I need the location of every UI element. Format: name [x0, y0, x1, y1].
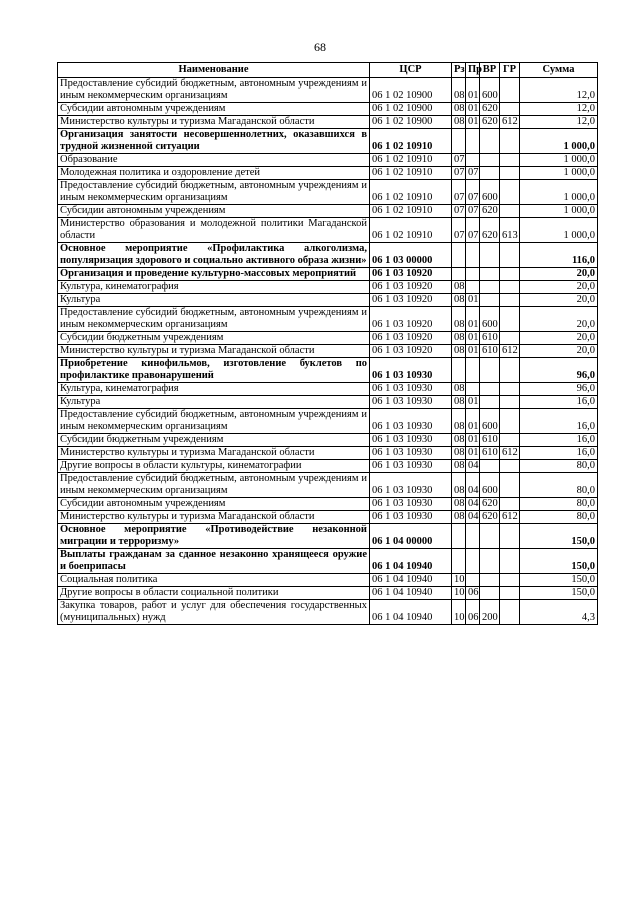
- cell-gr: [500, 180, 520, 205]
- table-row: [58, 434, 598, 447]
- cell-name: Закупка товаров, работ и услуг для обеспечения государственных (муниципальных) нужд: [58, 600, 370, 625]
- cell-rz: 07: [452, 218, 466, 243]
- cell-rz: 10: [452, 574, 466, 587]
- cell-gr: [500, 243, 520, 268]
- table-row: [58, 167, 598, 180]
- cell-vr: 610: [480, 447, 500, 460]
- cell-rz: 07: [452, 180, 466, 205]
- cell-gr: [500, 281, 520, 294]
- cell-vr: [480, 396, 500, 409]
- budget-table: [57, 62, 598, 625]
- cell-gr: [500, 154, 520, 167]
- cell-rz: 08: [452, 345, 466, 358]
- cell-csr: 06 1 03 10930: [370, 511, 452, 524]
- cell-sum: 20,0: [520, 345, 598, 358]
- cell-pr: 07: [466, 205, 480, 218]
- table-row: [58, 307, 598, 332]
- cell-pr: 07: [466, 167, 480, 180]
- cell-sum: 1 000,0: [520, 218, 598, 243]
- table-row: [58, 396, 598, 409]
- cell-vr: [480, 154, 500, 167]
- cell-pr: [466, 383, 480, 396]
- cell-vr: 620: [480, 498, 500, 511]
- cell-rz: 08: [452, 447, 466, 460]
- cell-name: Министерство образования и молодежной политики Магаданской области: [58, 218, 370, 243]
- cell-csr: 06 1 02 10910: [370, 218, 452, 243]
- cell-pr: 01: [466, 409, 480, 434]
- cell-rz: 08: [452, 383, 466, 396]
- table-row: [58, 574, 598, 587]
- cell-rz: 08: [452, 511, 466, 524]
- cell-csr: 06 1 03 10920: [370, 332, 452, 345]
- cell-csr: 06 1 03 10930: [370, 447, 452, 460]
- cell-vr: [480, 549, 500, 574]
- cell-vr: 620: [480, 511, 500, 524]
- cell-name: Основное мероприятие «Противодействие незаконной миграции и терроризму»: [58, 524, 370, 549]
- cell-name: Субсидии бюджетным учреждениям: [58, 434, 370, 447]
- cell-csr: 06 1 03 10920: [370, 268, 452, 281]
- cell-sum: 116,0: [520, 243, 598, 268]
- cell-rz: 08: [452, 307, 466, 332]
- cell-vr: [480, 268, 500, 281]
- cell-vr: [480, 460, 500, 473]
- cell-vr: 600: [480, 307, 500, 332]
- cell-gr: 613: [500, 218, 520, 243]
- cell-vr: [480, 294, 500, 307]
- cell-sum: 80,0: [520, 498, 598, 511]
- cell-sum: 96,0: [520, 358, 598, 383]
- cell-csr: 06 1 03 10930: [370, 434, 452, 447]
- cell-rz: 08: [452, 281, 466, 294]
- cell-gr: [500, 473, 520, 498]
- cell-pr: [466, 281, 480, 294]
- table-row: [58, 116, 598, 129]
- cell-vr: 600: [480, 409, 500, 434]
- cell-name: Культура, кинематография: [58, 383, 370, 396]
- cell-gr: [500, 332, 520, 345]
- cell-gr: [500, 307, 520, 332]
- cell-vr: [480, 524, 500, 549]
- cell-gr: [500, 549, 520, 574]
- cell-gr: [500, 498, 520, 511]
- cell-sum: 1 000,0: [520, 205, 598, 218]
- cell-name: Предоставление субсидий бюджетным, автономным учреждениям и иным некоммерческим организациям: [58, 180, 370, 205]
- cell-name: Молодежная политика и оздоровление детей: [58, 167, 370, 180]
- cell-name: Министерство культуры и туризма Магаданской области: [58, 345, 370, 358]
- cell-name: Другие вопросы в области культуры, кинематографии: [58, 460, 370, 473]
- table-body: [58, 78, 598, 625]
- page-number: 68: [314, 40, 326, 54]
- table-row: [58, 281, 598, 294]
- cell-gr: [500, 358, 520, 383]
- cell-vr: 610: [480, 332, 500, 345]
- cell-vr: 620: [480, 103, 500, 116]
- cell-pr: [466, 574, 480, 587]
- header-gr: ГР: [500, 63, 520, 78]
- cell-csr: 06 1 03 10930: [370, 383, 452, 396]
- cell-gr: [500, 294, 520, 307]
- cell-pr: 01: [466, 396, 480, 409]
- cell-csr: 06 1 02 10910: [370, 154, 452, 167]
- cell-sum: 20,0: [520, 294, 598, 307]
- cell-vr: 620: [480, 116, 500, 129]
- cell-pr: 01: [466, 345, 480, 358]
- cell-gr: [500, 600, 520, 625]
- cell-pr: [466, 243, 480, 268]
- cell-csr: 06 1 03 10920: [370, 307, 452, 332]
- cell-pr: 01: [466, 434, 480, 447]
- cell-sum: 16,0: [520, 447, 598, 460]
- cell-gr: [500, 205, 520, 218]
- cell-sum: 80,0: [520, 511, 598, 524]
- cell-gr: 612: [500, 345, 520, 358]
- cell-csr: 06 1 04 10940: [370, 587, 452, 600]
- cell-sum: 80,0: [520, 460, 598, 473]
- table-row: [58, 511, 598, 524]
- cell-name: Субсидии автономным учреждениям: [58, 498, 370, 511]
- cell-rz: 07: [452, 154, 466, 167]
- cell-sum: 4,3: [520, 600, 598, 625]
- cell-sum: 150,0: [520, 524, 598, 549]
- cell-vr: [480, 587, 500, 600]
- header-sum: Сумма: [520, 63, 598, 78]
- cell-vr: 610: [480, 434, 500, 447]
- cell-rz: 08: [452, 78, 466, 103]
- cell-pr: 01: [466, 294, 480, 307]
- cell-gr: [500, 574, 520, 587]
- cell-name: Предоставление субсидий бюджетным, автономным учреждениям и иным некоммерческим организациям: [58, 78, 370, 103]
- cell-sum: 1 000,0: [520, 129, 598, 154]
- cell-sum: 1 000,0: [520, 167, 598, 180]
- cell-name: Основное мероприятие «Профилактика алкоголизма, популяризация здорового и социально активного образа жизни»: [58, 243, 370, 268]
- cell-name: Предоставление субсидий бюджетным, автономным учреждениям и иным некоммерческим организациям: [58, 409, 370, 434]
- cell-name: Министерство культуры и туризма Магаданской области: [58, 116, 370, 129]
- cell-vr: 600: [480, 180, 500, 205]
- cell-csr: 06 1 02 10900: [370, 116, 452, 129]
- table-row: [58, 345, 598, 358]
- cell-pr: [466, 549, 480, 574]
- cell-gr: 612: [500, 511, 520, 524]
- table-row: [58, 600, 598, 625]
- cell-name: Культура, кинематография: [58, 281, 370, 294]
- cell-vr: 620: [480, 218, 500, 243]
- cell-csr: 06 1 03 10920: [370, 345, 452, 358]
- cell-sum: 16,0: [520, 409, 598, 434]
- cell-gr: 612: [500, 447, 520, 460]
- cell-gr: [500, 460, 520, 473]
- cell-csr: 06 1 03 10930: [370, 498, 452, 511]
- cell-gr: [500, 167, 520, 180]
- cell-sum: 80,0: [520, 473, 598, 498]
- cell-name: Субсидии автономным учреждениям: [58, 205, 370, 218]
- table-row: [58, 332, 598, 345]
- table-row: [58, 498, 598, 511]
- cell-name: Организация и проведение культурно-массовых мероприятий: [58, 268, 370, 281]
- cell-sum: 12,0: [520, 103, 598, 116]
- table-row: [58, 409, 598, 434]
- cell-pr: 07: [466, 180, 480, 205]
- cell-vr: [480, 383, 500, 396]
- table-row: [58, 129, 598, 154]
- cell-rz: [452, 268, 466, 281]
- cell-pr: 01: [466, 103, 480, 116]
- table-row: [58, 447, 598, 460]
- cell-sum: 12,0: [520, 116, 598, 129]
- cell-rz: [452, 549, 466, 574]
- cell-sum: 20,0: [520, 307, 598, 332]
- cell-rz: 08: [452, 332, 466, 345]
- cell-name: Предоставление субсидий бюджетным, автономным учреждениям и иным некоммерческим организациям: [58, 473, 370, 498]
- cell-name: Предоставление субсидий бюджетным, автономным учреждениям и иным некоммерческим организациям: [58, 307, 370, 332]
- header-csr: ЦСР: [370, 63, 452, 78]
- cell-name: Министерство культуры и туризма Магаданской области: [58, 511, 370, 524]
- header-pr: Пр: [466, 63, 480, 78]
- cell-name: Образование: [58, 154, 370, 167]
- cell-name: Другие вопросы в области социальной политики: [58, 587, 370, 600]
- cell-vr: 200: [480, 600, 500, 625]
- cell-pr: 04: [466, 498, 480, 511]
- cell-vr: [480, 574, 500, 587]
- cell-rz: 08: [452, 434, 466, 447]
- cell-pr: 01: [466, 78, 480, 103]
- cell-rz: 07: [452, 167, 466, 180]
- cell-vr: 600: [480, 78, 500, 103]
- cell-gr: [500, 78, 520, 103]
- cell-name: Социальная политика: [58, 574, 370, 587]
- table-row: [58, 524, 598, 549]
- cell-pr: 04: [466, 460, 480, 473]
- cell-gr: [500, 268, 520, 281]
- table-row: [58, 78, 598, 103]
- table-row: [58, 358, 598, 383]
- cell-sum: 1 000,0: [520, 154, 598, 167]
- cell-pr: 01: [466, 116, 480, 129]
- cell-sum: 1 000,0: [520, 180, 598, 205]
- header-rz: Рз: [452, 63, 466, 78]
- cell-pr: [466, 154, 480, 167]
- table-row: [58, 473, 598, 498]
- cell-vr: [480, 167, 500, 180]
- cell-vr: [480, 281, 500, 294]
- cell-name: Культура: [58, 396, 370, 409]
- cell-sum: 16,0: [520, 434, 598, 447]
- cell-csr: 06 1 03 00000: [370, 243, 452, 268]
- cell-name: Субсидии автономным учреждениям: [58, 103, 370, 116]
- cell-sum: 150,0: [520, 587, 598, 600]
- cell-vr: 610: [480, 345, 500, 358]
- cell-csr: 06 1 04 10940: [370, 549, 452, 574]
- cell-pr: 06: [466, 600, 480, 625]
- cell-vr: [480, 358, 500, 383]
- cell-pr: 01: [466, 447, 480, 460]
- table-row: [58, 549, 598, 574]
- header-name: Наименование: [58, 63, 370, 78]
- cell-rz: 10: [452, 600, 466, 625]
- cell-pr: 07: [466, 218, 480, 243]
- cell-gr: [500, 383, 520, 396]
- cell-sum: 20,0: [520, 268, 598, 281]
- cell-gr: [500, 434, 520, 447]
- cell-pr: 01: [466, 307, 480, 332]
- cell-rz: [452, 524, 466, 549]
- cell-csr: 06 1 03 10920: [370, 281, 452, 294]
- cell-csr: 06 1 02 10910: [370, 180, 452, 205]
- cell-csr: 06 1 03 10930: [370, 396, 452, 409]
- cell-csr: 06 1 03 10920: [370, 294, 452, 307]
- cell-csr: 06 1 02 10900: [370, 103, 452, 116]
- cell-sum: 12,0: [520, 78, 598, 103]
- cell-vr: [480, 243, 500, 268]
- cell-rz: 08: [452, 103, 466, 116]
- cell-rz: [452, 129, 466, 154]
- cell-gr: [500, 129, 520, 154]
- table-row: [58, 587, 598, 600]
- cell-pr: [466, 358, 480, 383]
- cell-name: Организация занятости несовершеннолетних, оказавшихся в трудной жизненной ситуации: [58, 129, 370, 154]
- cell-pr: 04: [466, 511, 480, 524]
- cell-name: Культура: [58, 294, 370, 307]
- cell-pr: 04: [466, 473, 480, 498]
- cell-csr: 06 1 03 10930: [370, 473, 452, 498]
- cell-gr: [500, 524, 520, 549]
- cell-pr: [466, 129, 480, 154]
- cell-gr: [500, 103, 520, 116]
- cell-pr: [466, 268, 480, 281]
- header-vr: ВР: [480, 63, 500, 78]
- cell-csr: 06 1 04 00000: [370, 524, 452, 549]
- cell-pr: 01: [466, 332, 480, 345]
- cell-rz: 10: [452, 587, 466, 600]
- cell-rz: 08: [452, 498, 466, 511]
- cell-csr: 06 1 03 10930: [370, 409, 452, 434]
- cell-gr: [500, 409, 520, 434]
- table-row: [58, 103, 598, 116]
- cell-rz: 08: [452, 396, 466, 409]
- cell-gr: 612: [500, 116, 520, 129]
- cell-sum: 96,0: [520, 383, 598, 396]
- cell-rz: 08: [452, 116, 466, 129]
- table-header-row: [58, 63, 598, 78]
- cell-rz: 07: [452, 205, 466, 218]
- cell-csr: 06 1 02 10910: [370, 129, 452, 154]
- table-row: [58, 460, 598, 473]
- cell-vr: [480, 129, 500, 154]
- cell-name: Субсидии бюджетным учреждениям: [58, 332, 370, 345]
- cell-pr: 06: [466, 587, 480, 600]
- cell-rz: 08: [452, 473, 466, 498]
- cell-sum: 20,0: [520, 332, 598, 345]
- cell-vr: 620: [480, 205, 500, 218]
- cell-rz: 08: [452, 294, 466, 307]
- table-row: [58, 243, 598, 268]
- cell-rz: [452, 358, 466, 383]
- cell-name: Выплаты гражданам за сданное незаконно хранящееся оружие и боеприпасы: [58, 549, 370, 574]
- cell-csr: 06 1 02 10910: [370, 167, 452, 180]
- cell-csr: 06 1 03 10930: [370, 460, 452, 473]
- cell-rz: [452, 243, 466, 268]
- cell-pr: [466, 524, 480, 549]
- cell-rz: 08: [452, 460, 466, 473]
- cell-csr: 06 1 04 10940: [370, 600, 452, 625]
- cell-rz: 08: [452, 409, 466, 434]
- cell-vr: 600: [480, 473, 500, 498]
- table-row: [58, 180, 598, 205]
- table-row: [58, 154, 598, 167]
- cell-csr: 06 1 02 10910: [370, 205, 452, 218]
- cell-sum: 150,0: [520, 549, 598, 574]
- cell-gr: [500, 396, 520, 409]
- cell-sum: 16,0: [520, 396, 598, 409]
- table-row: [58, 294, 598, 307]
- table-row: [58, 383, 598, 396]
- table-row: [58, 268, 598, 281]
- cell-csr: 06 1 02 10900: [370, 78, 452, 103]
- cell-sum: 150,0: [520, 574, 598, 587]
- cell-csr: 06 1 03 10930: [370, 358, 452, 383]
- table-row: [58, 205, 598, 218]
- cell-gr: [500, 587, 520, 600]
- cell-csr: 06 1 04 10940: [370, 574, 452, 587]
- cell-name: Приобретение кинофильмов, изготовление буклетов по профилактике правонарушений: [58, 358, 370, 383]
- cell-name: Министерство культуры и туризма Магаданской области: [58, 447, 370, 460]
- cell-sum: 20,0: [520, 281, 598, 294]
- table-row: [58, 218, 598, 243]
